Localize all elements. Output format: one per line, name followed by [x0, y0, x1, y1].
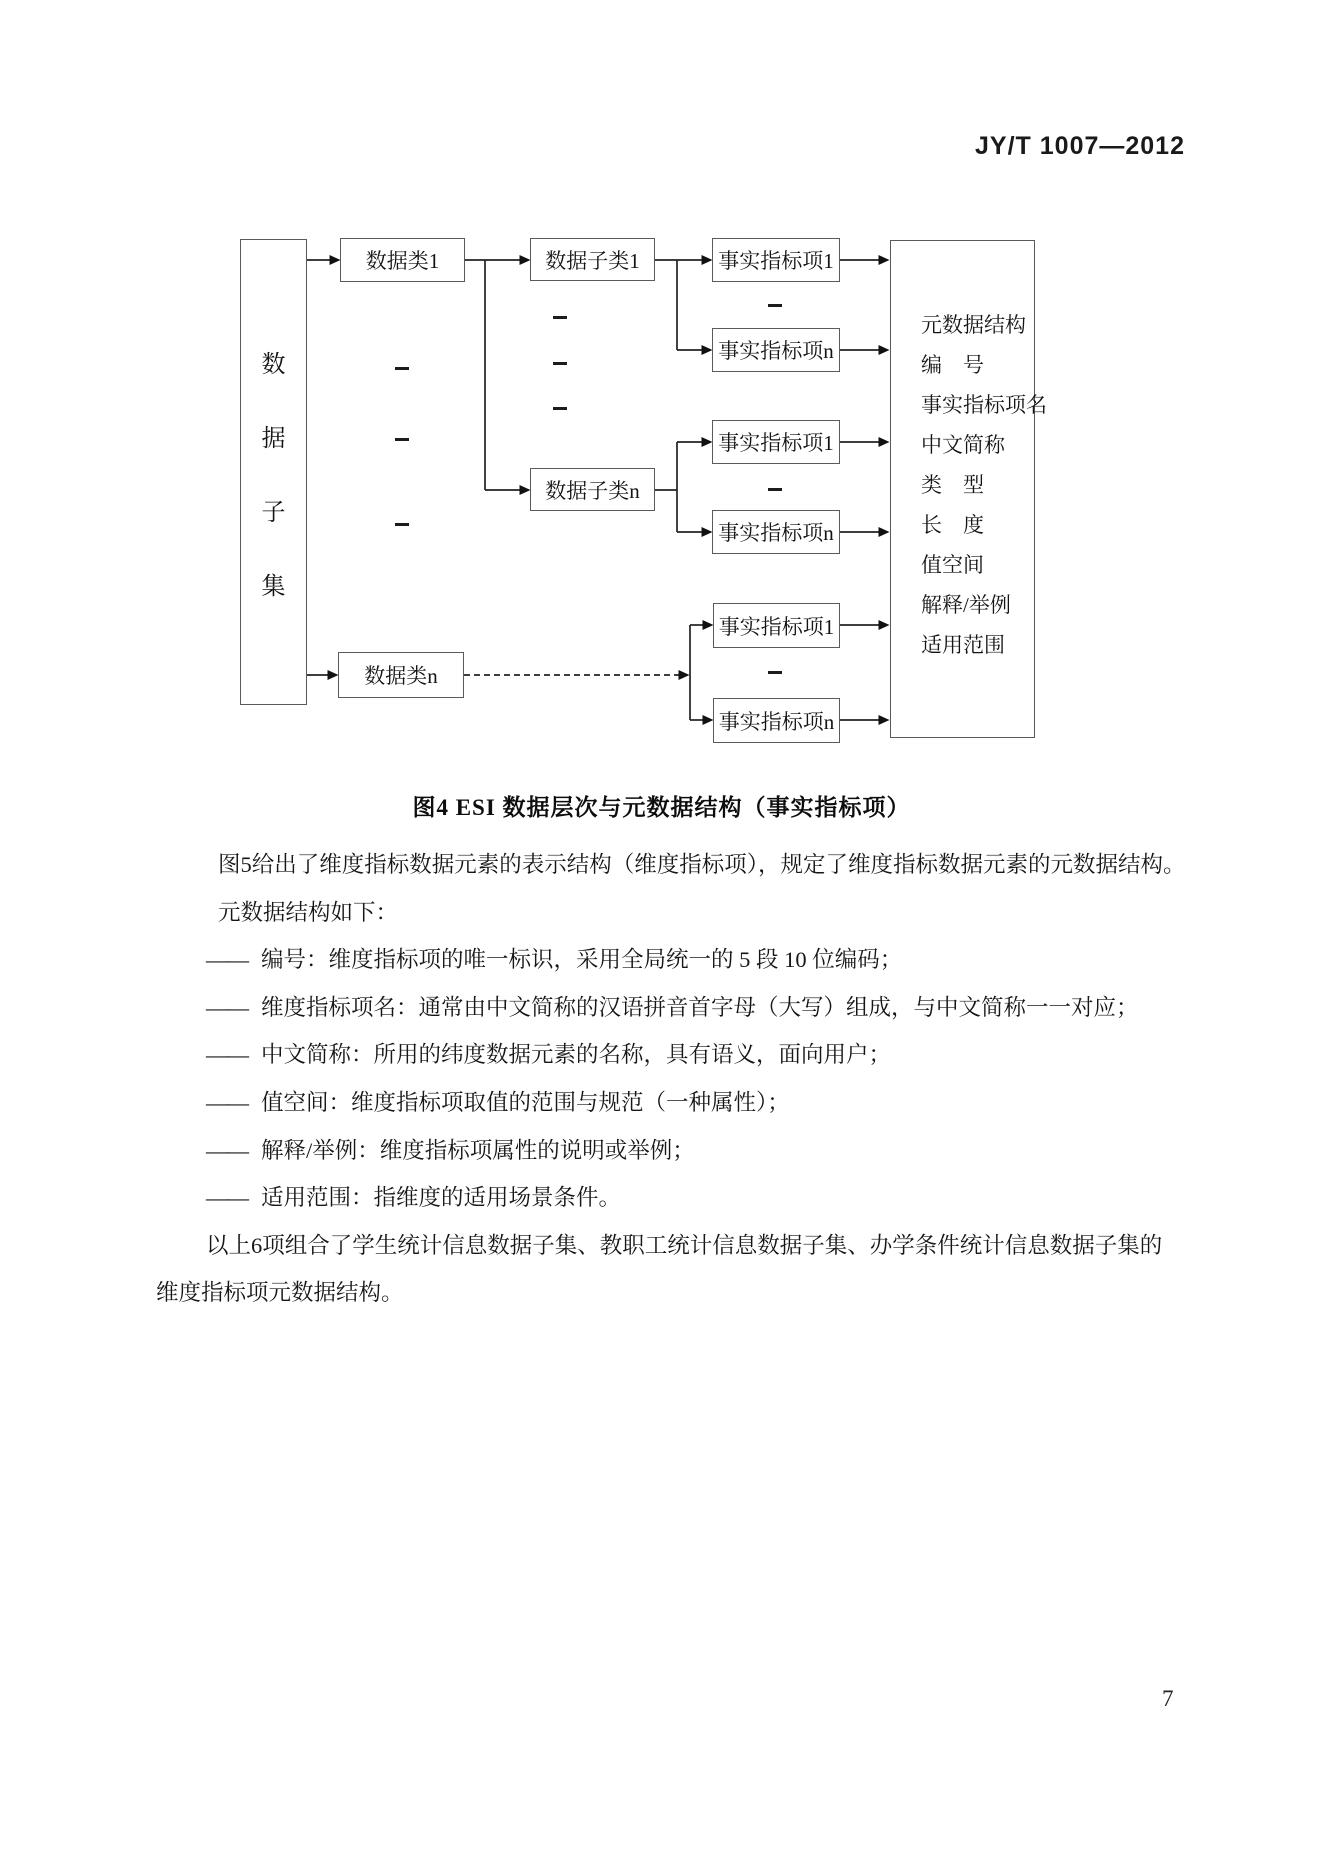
meta-line: 适用范围 [921, 633, 1005, 657]
meta-line: 类 型 [921, 473, 984, 497]
metadata-structure-box [890, 240, 1047, 738]
meta-line: 元数据结构 [921, 313, 1026, 337]
ellipsis-dash [395, 523, 409, 526]
ellipsis-dash [395, 367, 409, 370]
paragraph-1 [218, 841, 1202, 936]
meta-line: 值空间 [921, 553, 984, 577]
bullet-text: 维度指标项名：通常由中文简称的汉语拼音首字母（大写）组成，与中文简称一一对应； [261, 994, 1139, 1020]
fact-indicator-box: 事实指标项n [713, 698, 840, 743]
ellipsis-dash [553, 316, 567, 319]
data-subclass-n-box: 数据子类n [530, 468, 655, 511]
bullet-item [206, 1174, 1202, 1222]
paragraph-2 [156, 1222, 1202, 1317]
fact-indicator-box: 事实指标项n [712, 328, 840, 372]
meta-line: 长 度 [921, 513, 984, 537]
bullet-text: 编号：维度指标项的唯一标识，采用全局统一的 5 段 10 位编码； [261, 947, 903, 973]
bullet-item [206, 936, 1202, 984]
ellipsis-dash [768, 304, 782, 307]
meta-line: 解释/举例 [921, 593, 1011, 617]
page-number: 7 [1162, 1686, 1174, 1711]
bullet-dash: —— [206, 1185, 247, 1211]
bullet-item [206, 1031, 1202, 1079]
fact-indicator-box: 事实指标项1 [712, 238, 840, 282]
meta-line: 事实指标项名 [921, 393, 1047, 417]
ellipsis-dash [553, 407, 567, 410]
ellipsis-dash [768, 488, 782, 491]
subset-char: 数 [261, 351, 286, 378]
subset-char: 集 [261, 573, 286, 600]
bullet-item [206, 1127, 1202, 1175]
data-class-n-box: 数据类n [338, 652, 464, 698]
body-text [156, 841, 1202, 1317]
ellipsis-dash [553, 362, 567, 365]
ellipsis-dash [768, 671, 782, 674]
bullet-text: 中文简称：所用的纬度数据元素的名称，具有语义，面向用户； [261, 1042, 892, 1068]
paragraph-line: 图5给出了维度指标数据元素的表示结构（维度指标项），规定了维度指标数据元素的元数据结构。 [218, 852, 1186, 877]
fact-indicator-box: 事实指标项n [712, 510, 840, 554]
data-subset-box [240, 239, 307, 705]
bullet-item [206, 984, 1202, 1032]
subset-char: 据 [261, 425, 286, 452]
fact-indicator-box: 事实指标项1 [712, 420, 840, 464]
subset-char: 子 [261, 499, 286, 526]
paragraph-line: 以上6项组合了学生统计信息数据子集、教职工统计信息数据子集、办学条件统计信息数据子集的 [206, 1232, 1163, 1258]
meta-line: 中文简称 [921, 433, 1005, 457]
bullet-dash: —— [206, 947, 247, 973]
bullet-text: 适用范围：指维度的适用场景条件。 [261, 1185, 622, 1211]
paragraph-line: 元数据结构如下： [218, 899, 399, 925]
data-class-1-box: 数据类1 [340, 238, 465, 282]
meta-line: 编 号 [921, 353, 984, 377]
bullet-text: 解释/举例：维度指标项属性的说明或举例； [261, 1137, 695, 1163]
data-subclass-1-box: 数据子类1 [530, 238, 655, 281]
document-number: JY/T 1007—2012 [975, 132, 1185, 160]
fact-indicator-box: 事实指标项1 [713, 603, 840, 648]
bullet-text: 值空间：维度指标项取值的范围与规范（一种属性）； [261, 1089, 790, 1115]
bullet-dash: —— [206, 1042, 247, 1068]
ellipsis-dash [395, 438, 409, 441]
bullet-dash: —— [206, 1089, 247, 1115]
figure-caption: 图4 ESI 数据层次与元数据结构（事实指标项） [412, 795, 911, 820]
bullet-item [206, 1079, 1202, 1127]
paragraph-line: 维度指标项元数据结构。 [156, 1280, 404, 1306]
bullet-dash: —— [206, 994, 247, 1020]
bullet-dash: —— [206, 1137, 247, 1163]
